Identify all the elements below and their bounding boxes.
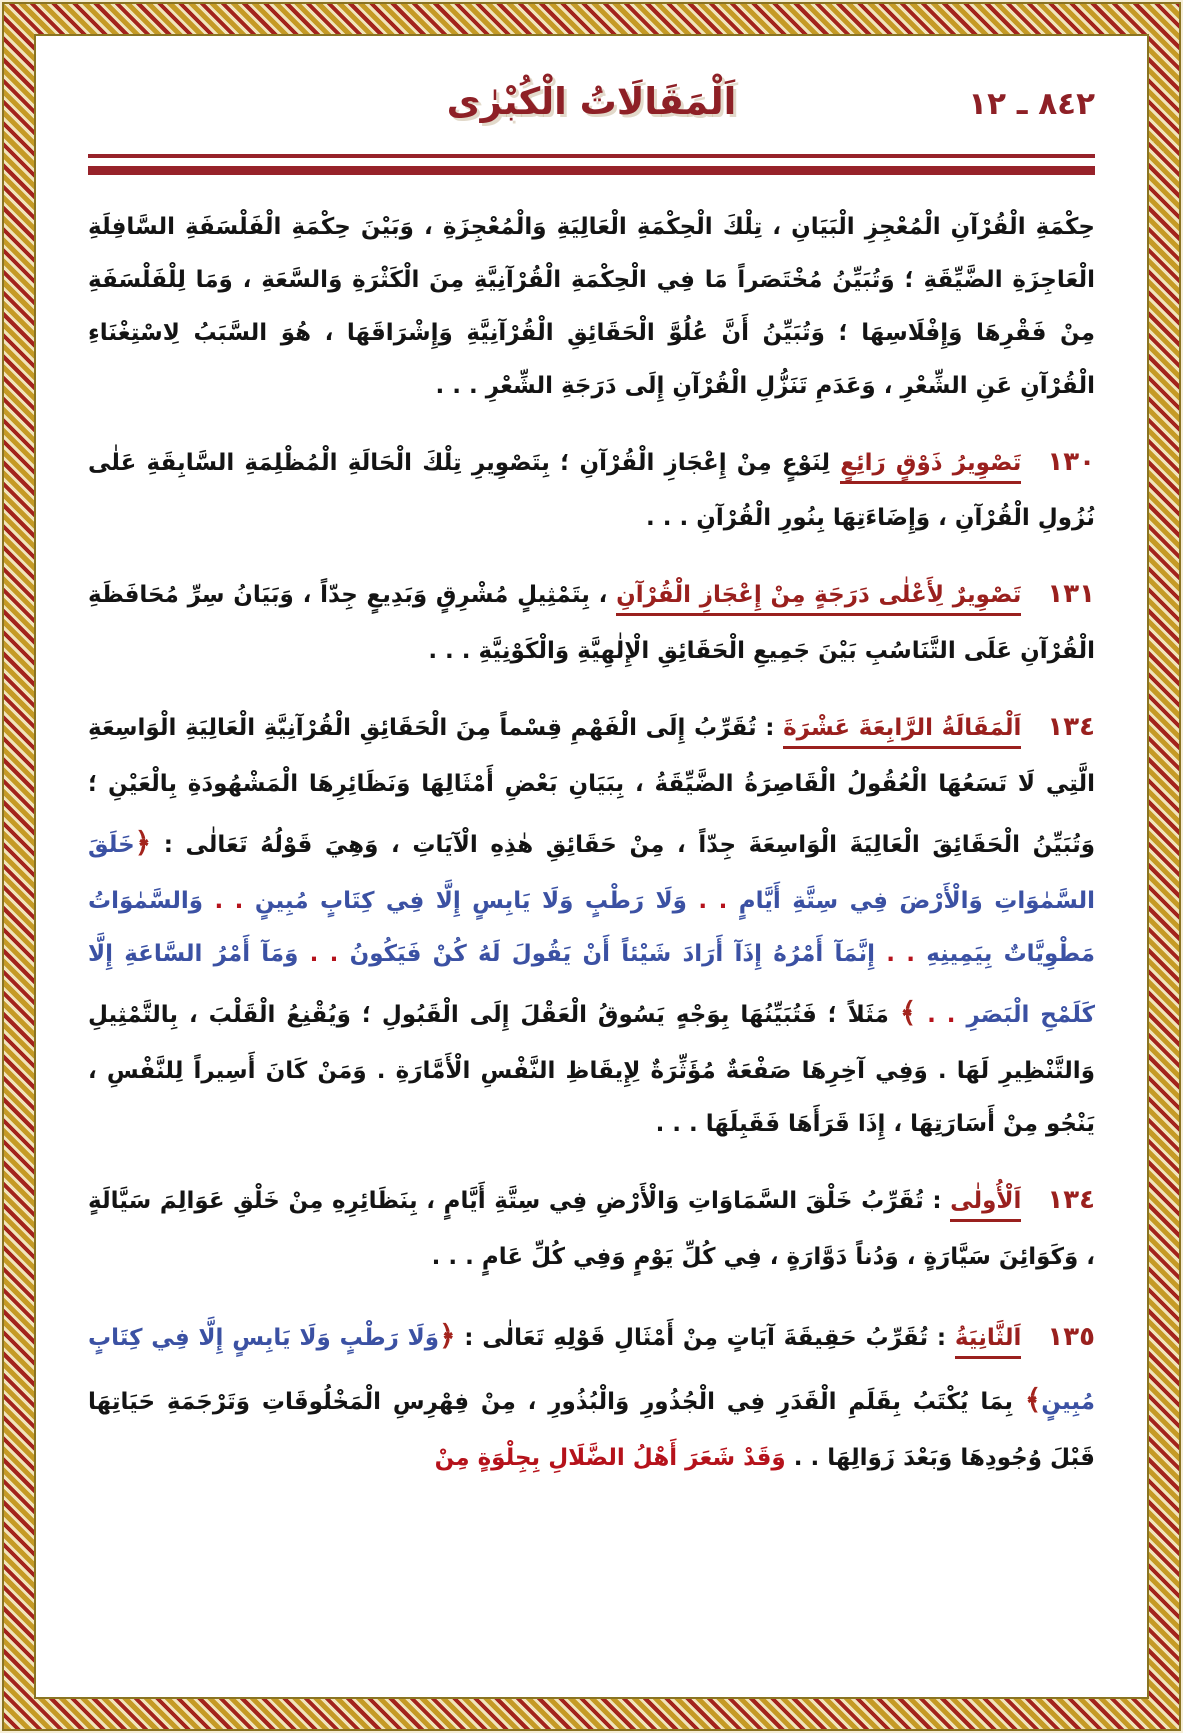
section-135-body-1: : تُقَرِّبُ حَقِيقَةَ آيَاتٍ مِنْ أَمْثَالِ قَوْلِهِ تَعَالٰى : bbox=[455, 1324, 955, 1351]
page-title: اَلْمَقَالَاتُ الْكُبْرٰى bbox=[446, 80, 737, 123]
section-130-title: تَصْوِيرُ ذَوْقٍ رَائِعٍ bbox=[840, 450, 1021, 484]
section-135-number: ١٣٥ bbox=[1047, 1321, 1095, 1352]
section-134-title: اَلْمَقَالَةُ الرَّابِعَةَ عَشْرَةَ bbox=[783, 715, 1021, 749]
section-135-body-2: بِمَا يُكْتَبُ بِقَلَمِ الْقَدَرِ فِي الْجُذُورِ وَالْبُذُورِ ، مِنْ فِهْرِسِ الْمَخْلُوقَاتِ وَتَرْجَمَةِ حَيَاتِهَا قَبْلَ وُجُودِهَا وَبَعْدَ زَوَالِهَا . . bbox=[88, 1389, 1095, 1472]
section-134-body-2: مَثَلاً ؛ فَتُبَيِّنُهَا بِوَجْهٍ يَسُوقُ الْعَقْلَ إِلَى الْقَبُولِ ؛ وَيُقْنِعُ الْقَلْبَ ، بِالتَّمْثِيلِ وَالتَّنْظِيرِ لَهَا . وَفِي آخِرِهَا صَفْعَةٌ مُؤَثِّرَةٌ لِإِيقَاظِ النَّفْسِ الْأَمَّارَةِ . وَمَنْ كَانَ أَسِيراً لِلنَّفْسِ ، يَنْجُو مِنْ أَسَارَتِهَا ، إِذَا قَرَأَهَا فَقَبِلَهَا . . . bbox=[88, 1001, 1095, 1138]
page-header bbox=[88, 72, 1095, 150]
section-135-title: اَلثَّانِيَةُ bbox=[955, 1325, 1022, 1359]
section-135-red-tail: وَقَدْ شَعَرَ أَهْلُ الضَّلَالِ بِجِلْوَةٍ مِنْ bbox=[434, 1445, 786, 1472]
quran-quote-segment: وَمَآ أَمْرُ السَّاعَةِ إِلَّا كَلَمْحِ الْبَصَرِ bbox=[88, 940, 1095, 1028]
ornate-open-bracket-icon: ﴿ bbox=[439, 1318, 456, 1352]
quote-dots: . . bbox=[298, 940, 350, 967]
section-130-number: ١٣٠ bbox=[1047, 446, 1095, 477]
quote-dots: . . bbox=[686, 888, 739, 915]
section-131-title: تَصْوِيرٌ لِأَعْلٰى دَرَجَةٍ مِنْ إِعْجَازِ الْقُرْآنِ bbox=[616, 582, 1021, 616]
intro-text: حِكْمَةِ الْقُرْآنِ الْمُعْجِزِ الْبَيَانِ ، تِلْكَ الْحِكْمَةِ الْعَالِيَةِ وَالْمُعْجِزَةِ ، وَبَيْنَ حِكْمَةِ الْفَلْسَفَةِ السَّافِلَةِ الْعَاجِزَةِ الضَّيِّقَةِ ؛ وَتُبَيِّنُ مُخْتَصَراً مَا فِي الْحِكْمَةِ الْقُرْآنِيَّةِ مِنَ الْكَثْرَةِ وَالسَّعَةِ ، وَمَا لِلْفَلْسَفَةِ مِنْ فَقْرِهَا وَإِفْلَاسِهَا ؛ وَتُبَيِّنُ أَنَّ عُلُوَّ الْحَقَائِقِ الْقُرْآنِيَّةِ وَإِشْرَاقَهَا ، هُوَ السَّبَبُ لِاسْتِغْنَاءِ الْقُرْآنِ عَنِ الشِّعْرِ ، وَعَدَمِ تَنَزُّلِ الْقُرْآنِ إِلَى دَرَجَةِ الشِّعْرِ . . . bbox=[88, 214, 1095, 399]
page-content bbox=[88, 72, 1095, 1661]
section-131 bbox=[88, 565, 1095, 678]
section-131-body: ، بِتَمْثِيلٍ مُشْرِقٍ وَبَدِيعٍ جِدّاً ، وَبَيَانُ سِرِّ مُحَافَظَةِ الْقُرْآنِ عَلَى التَّنَاسُبِ بَيْنَ جَمِيعِ الْحَقَائِقِ الْإِلٰهِيَّةِ وَالْكَوْنِيَّةِ . . . bbox=[88, 582, 1095, 665]
intro-paragraph bbox=[88, 201, 1095, 413]
section-134b-title: اَلْأُولٰى bbox=[950, 1188, 1021, 1222]
ornate-open-bracket-icon: ﴿ bbox=[134, 825, 152, 859]
page-number: ٨٤٢ ـ ١٢ bbox=[968, 86, 1095, 122]
quran-quote-segment: وَالسَّمٰوَاتُ مَطْوِيَّاتٌ بِيَمِينِهِ bbox=[88, 888, 1095, 967]
quran-quote-segment: خَلَقَ السَّمٰوَاتِ وَالْأَرْضَ فِي سِتَّةِ أَيَّامٍ bbox=[88, 831, 1095, 915]
section-131-number: ١٣١ bbox=[1047, 579, 1095, 610]
quran-quote-segment: وَلَا رَطْبٍ وَلَا يَابِسٍ إِلَّا فِي كِتَابٍ مُبِينٍ bbox=[254, 888, 687, 915]
ornate-close-bracket-icon: ﴾ bbox=[899, 995, 917, 1029]
quote-dots: . . bbox=[875, 940, 927, 967]
header-double-rule bbox=[88, 154, 1095, 175]
section-134b-body: : تُقَرِّبُ خَلْقَ السَّمَاوَاتِ وَالْأَرْضِ فِي سِتَّةِ أَيَّامٍ ، بِنَظَائِرِهِ مِنْ خَلْقِ عَوَالِمَ سَيَّالَةٍ ، وَكَوَائِنَ سَيَّارَةٍ ، وَدُناً دَوَّارَةٍ ، فِي كُلِّ يَوْمٍ وَفِي كُلِّ عَامٍ . . . bbox=[88, 1187, 1095, 1270]
section-134 bbox=[88, 698, 1095, 1151]
section-135 bbox=[88, 1304, 1095, 1486]
section-130 bbox=[88, 433, 1095, 546]
page-sheet bbox=[34, 34, 1149, 1699]
section-134-number: ١٣٤ bbox=[1047, 711, 1095, 742]
quran-quote-segment: إِنَّمَآ أَمْرُهُ إِذَآ أَرَادَ شَيْئاً أَنْ يَقُولَ لَهُ كُنْ فَيَكُونُ bbox=[349, 940, 876, 967]
quote-dots: . . bbox=[916, 1001, 967, 1028]
section-130-body: لِنَوْعٍ مِنْ إِعْجَازِ الْقُرْآنِ ؛ بِتَصْوِيرِ تِلْكَ الْحَالَةِ الْمُظْلِمَةِ السَّابِقَةِ عَلٰى نُزُولِ الْقُرْآنِ ، وَإِضَاءَتِهَا بِنُورِ الْقُرْآنِ . . . bbox=[88, 449, 1095, 532]
quran-quote-segment: وَلَا رَطْبٍ وَلَا يَابِسٍ إِلَّا فِي كِتَابٍ مُبِينٍ bbox=[88, 1324, 1095, 1416]
ornate-close-bracket-icon: ﴾ bbox=[1024, 1383, 1042, 1417]
section-134-body-1: : تُقَرِّبُ إِلَى الْفَهْمِ قِسْماً مِنَ الْحَقَائِقِ الْقُرْآنِيَّةِ الْعَالِيَةِ الْوَاسِعَةِ الَّتِي لَا تَسَعُهَا الْعُقُولُ الْقَاصِرَةُ الضَّيِّقَةُ ، بِبَيَانِ بَعْضِ أَمْثَالِهَا وَنَظَائِرِهَا الْمَشْهُودَةِ بِالْعَيْنِ ؛ وَتُبَيِّنُ الْحَقَائِقَ الْعَالِيَةَ الْوَاسِعَةَ جِدّاً ، مِنْ حَقَائِقِ هٰذِهِ الْآيَاتِ ، وَهِيَ قَوْلُهُ تَعَالٰى : bbox=[88, 714, 1095, 858]
section-134b-number: ١٣٤ bbox=[1047, 1184, 1095, 1215]
section-134-first bbox=[88, 1171, 1095, 1284]
quote-dots: . . bbox=[203, 888, 255, 915]
